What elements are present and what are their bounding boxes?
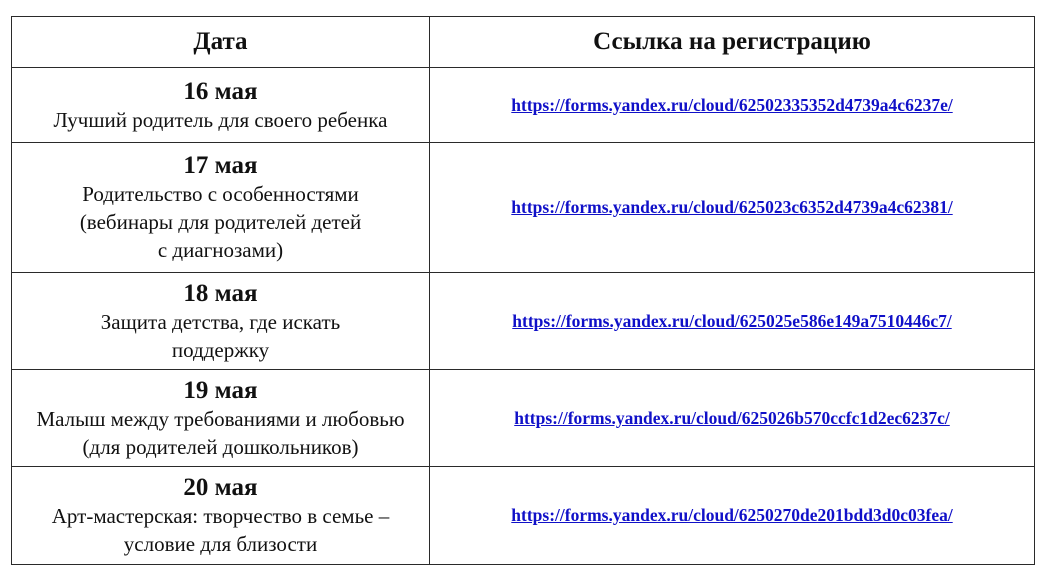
event-title-line: с диагнозами) [157, 238, 284, 262]
link-cell [430, 273, 1035, 370]
event-date: 19 мая [183, 376, 258, 404]
header-registration-link: Ссылка на регистрацию [430, 17, 1035, 68]
link-cell [430, 143, 1035, 273]
event-date: 16 мая [183, 77, 258, 105]
event-title-line: (для родителей дошкольников) [82, 434, 359, 459]
event-title-line: Родительство с особенностями [82, 182, 359, 206]
table-header-row [12, 17, 1035, 68]
event-cell [12, 273, 430, 370]
event-title-line: поддержку [171, 337, 270, 362]
registration-link[interactable]: https://forms.yandex.ru/cloud/625025e586e149a7510446c7/ [512, 310, 952, 331]
registration-link[interactable]: https://forms.yandex.ru/cloud/62502335352d4739a4c6237e/ [511, 94, 953, 115]
table-row [12, 68, 1035, 143]
link-cell [430, 467, 1035, 565]
link-cell [430, 370, 1035, 467]
event-title-line: Защита детства, где искать [100, 309, 341, 334]
registration-link[interactable]: https://forms.yandex.ru/cloud/625023c6352d4739a4c62381/ [511, 197, 953, 217]
event-title-line: условие для близости [123, 532, 318, 556]
event-title-line: Лучший родитель для своего ребенка [53, 107, 388, 132]
event-title-line: Малыш между требованиями и любовью [36, 406, 405, 431]
event-cell [12, 68, 430, 143]
registration-link[interactable]: https://forms.yandex.ru/cloud/625026b570ccfc1d2ec6237c/ [514, 407, 950, 428]
event-cell [12, 467, 430, 565]
table-row [12, 467, 1035, 565]
table-row [12, 370, 1035, 467]
table-row [12, 273, 1035, 370]
registration-link[interactable]: https://forms.yandex.ru/cloud/6250270de201bdd3d0c03fea/ [511, 505, 953, 525]
link-cell [430, 68, 1035, 143]
event-date: 20 мая [183, 474, 258, 501]
header-date: Дата [12, 17, 430, 68]
event-title-line: Арт-мастерская: творчество в семье – [51, 504, 390, 528]
event-cell [12, 143, 430, 273]
table-row [12, 143, 1035, 273]
event-title-line: (вебинары для родителей детей [79, 210, 362, 234]
event-cell [12, 370, 430, 467]
event-date: 18 мая [183, 279, 258, 307]
registration-table [11, 16, 1035, 565]
event-date: 17 мая [183, 152, 258, 179]
